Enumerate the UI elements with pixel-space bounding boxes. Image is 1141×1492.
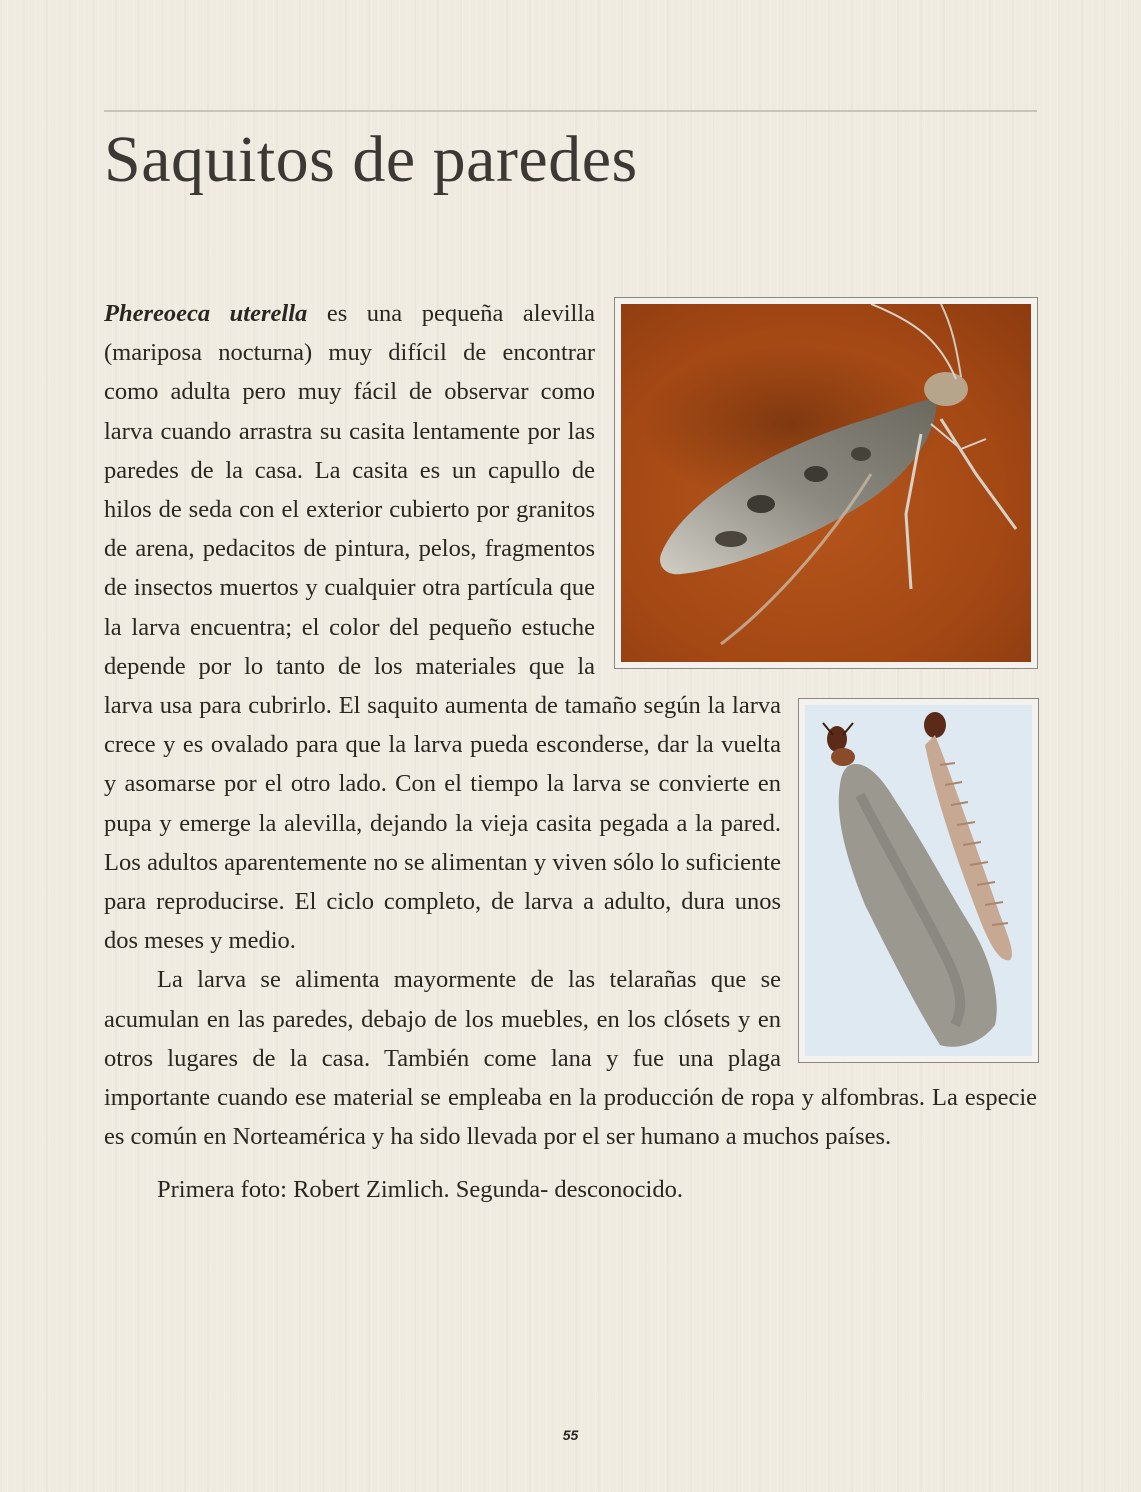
page-title: Saquitos de paredes xyxy=(104,123,638,196)
article-body xyxy=(104,294,1037,1210)
title-rule xyxy=(104,110,1037,112)
photo1-spacer xyxy=(595,294,1037,685)
photo-credit: Primera foto: Robert Zimlich. Segunda- desconocido. xyxy=(157,1176,683,1204)
species-name: Phereoeca uterella xyxy=(104,300,308,327)
paragraph-1-text: es una pequeña alevilla (mariposa nocturna) muy difícil de encontrar como adulta pero muy fácil de observar como larva cuando arrastra su casita lentamente por las paredes de la casa. La casita es un capullo de hilos de seda con el exterior cubierto por granitos de arena, pedacitos de pintura, pelos, fragmentos de insectos muertos y cualquier otra partícula que la larva encuentra; el color del pequeño estuche depende por lo tanto de los materiales que la larva usa para cubrirlo. El saquito aumenta de tamaño según la larva crece y es ovalado para que la larva pueda esconderse, dar la vuelta y asomarse por el otro lado. Con el tiempo la larva se convierte en pupa y emerge la alevilla, dejando la vieja casita pegada a la pared. Los adultos aparentemente no se alimentan y viven sólo lo suficiente para reproducirse. El ciclo completo, de larva a adulto, dura unos dos meses y medio. xyxy=(104,300,781,955)
page-number: 55 xyxy=(562,1427,579,1443)
paragraph-2: La larva se alimenta mayormente de las telarañas que se acumulan en las paredes, debajo de los muebles, en los clósets y en otros lugares de la casa. También come lana y fue una plaga importante cuando ese material se empleaba en la producción de ropa y alfombras. La especie es común en Norteamérica y ha sido llevada por el ser humano a muchos países. xyxy=(104,966,1037,1151)
paragraph-1 xyxy=(104,294,1037,960)
photo2-spacer xyxy=(781,685,1037,1063)
